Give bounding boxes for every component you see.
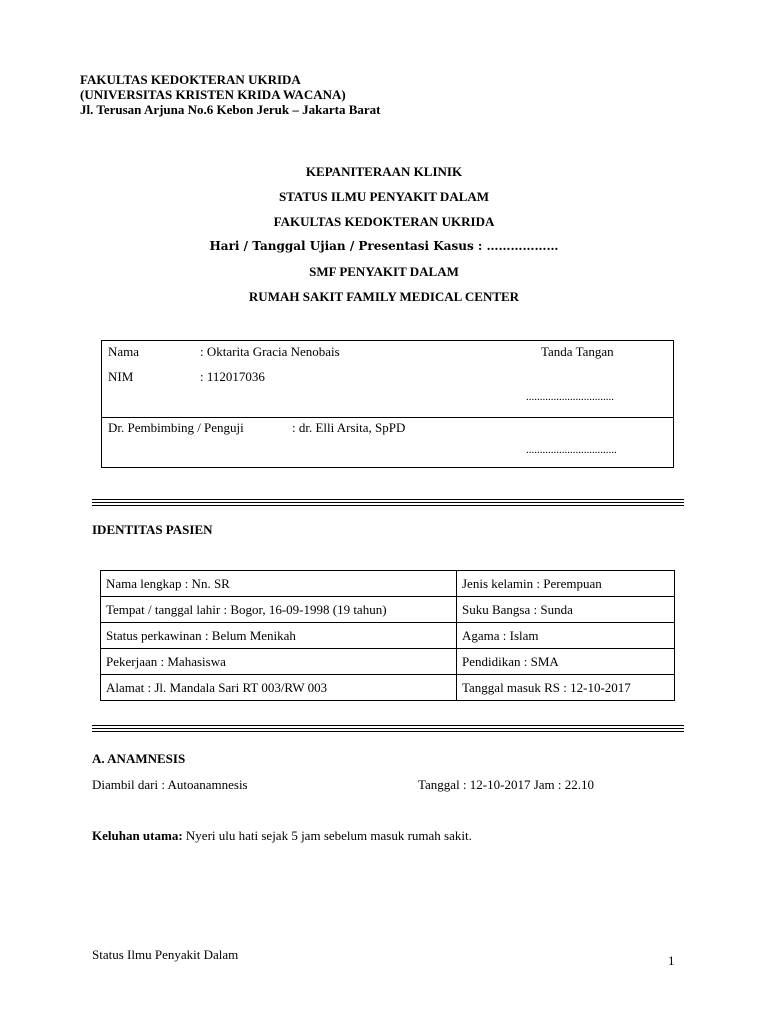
supervisor-value: : dr. Elli Arsita, SpPD [292, 420, 406, 435]
identity-cell-right: Agama : Islam [457, 623, 675, 649]
identity-cell-right: Pendidikan : SMA [457, 649, 675, 675]
table-row [101, 597, 675, 623]
identity-cell-left: Tempat / tanggal lahir : Bogor, 16-09-1998 (19 tahun) [101, 597, 457, 623]
student-nim-label: NIM [108, 369, 134, 384]
page-number: 1 [668, 953, 675, 968]
identity-table [100, 570, 675, 701]
heading-hospital: RUMAH SAKIT FAMILY MEDICAL CENTER [248, 289, 520, 304]
table-row [101, 571, 675, 597]
heading-clinical: KEPANITERAAN KLINIK [305, 164, 463, 179]
institution-university: (UNIVERSITAS KRISTEN KRIDA WACANA) [80, 87, 346, 102]
identity-cell-left: Nama lengkap : Nn. SR [101, 571, 457, 597]
table-row [101, 675, 675, 701]
section-divider [0, 725, 768, 733]
chief-complaint [92, 828, 472, 844]
identity-cell-left: Pekerjaan : Mahasiswa [101, 649, 457, 675]
identity-cell-left: Alamat : Jl. Mandala Sari RT 003/RW 003 [101, 675, 457, 701]
anamnesis-source: Diambil dari : Autoanamnesis [92, 777, 248, 792]
identity-cell-right: Tanggal masuk RS : 12-10-2017 [457, 675, 675, 701]
heading-exam-date: Hari / Tanggal Ujian / Presentasi Kasus : ……………… [209, 239, 559, 253]
student-nim-value: : 112017036 [200, 369, 265, 384]
chief-complaint-label: Keluhan utama: [92, 828, 183, 843]
institution-address: Jl. Terusan Arjuna No.6 Kebon Jeruk – Jakarta Barat [80, 102, 381, 117]
chief-complaint-text: Nyeri ulu hati sejak 5 jam sebelum masuk rumah sakit. [182, 828, 472, 843]
table-row [101, 649, 675, 675]
student-box-divider [102, 417, 673, 418]
student-name-label: Nama [108, 344, 140, 359]
identity-cell-left: Status perkawinan : Belum Menikah [101, 623, 457, 649]
student-name-value: : Oktarita Gracia Nenobais [200, 344, 340, 359]
section-divider [0, 499, 768, 507]
heading-faculty: FAKULTAS KEDOKTERAN UKRIDA [273, 214, 495, 229]
institution-name: FAKULTAS KEDOKTERAN UKRIDA [80, 72, 301, 87]
signature-line-student: ................................ [526, 391, 614, 403]
supervisor-label: Dr. Pembimbing / Penguji [108, 420, 244, 435]
anamnesis-title: A. ANAMNESIS [92, 751, 186, 766]
heading-status: STATUS ILMU PENYAKIT DALAM [278, 189, 490, 204]
heading-smf: SMF PENYAKIT DALAM [309, 264, 459, 279]
signature-label: Tanda Tangan [541, 344, 614, 359]
identity-cell-right: Suku Bangsa : Sunda [457, 597, 675, 623]
identity-cell-right: Jenis kelamin : Perempuan [457, 571, 675, 597]
student-info-box [101, 340, 674, 468]
table-row [101, 623, 675, 649]
signature-line-supervisor: ................................. [526, 444, 617, 456]
identity-title: IDENTITAS PASIEN [92, 522, 213, 537]
anamnesis-date: Tanggal : 12-10-2017 Jam : 22.10 [418, 777, 595, 792]
institution-header [80, 72, 380, 117]
footer-title: Status Ilmu Penyakit Dalam [92, 947, 239, 962]
